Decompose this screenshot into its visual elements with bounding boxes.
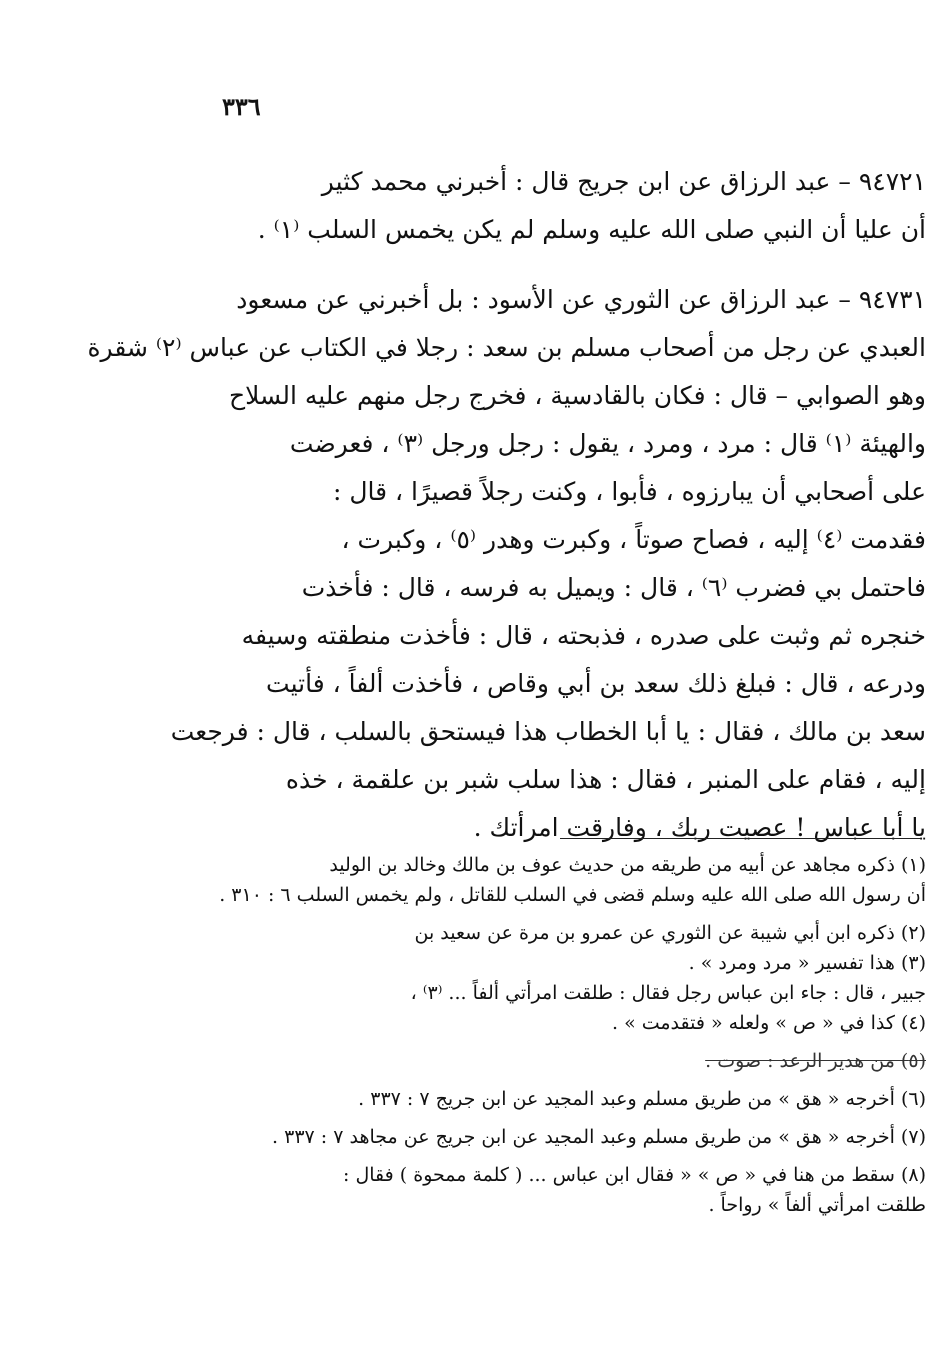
text-line: يا أبا عباس ! عصيت ربك ، وفارقت امرأتك . [473, 813, 926, 842]
footnote-1 [170, 850, 926, 910]
footnote-8 [170, 1160, 926, 1220]
text-line: إليه ، فقام على المنبر ، فقال : هذا سلب شبر بن علقمة ، خذه [285, 765, 926, 794]
text-line: أن عليا أن النبي صلى الله عليه وسلم لم يكن يخمس السلب ⁽١⁾ . [257, 215, 926, 244]
text-line: خنجره ثم وثبت على صدره ، فذبحته ، قال : فأخذت منطقته وسيفه [241, 621, 926, 650]
text-line: والهيئة ⁽١⁾ قال : مرد ، ومرد ، يقول : رجل ورجل ⁽٣⁾ ، فعرضت [289, 429, 926, 458]
footnote-line: (٣) هذا تفسير « مرد ومرد » . [688, 952, 926, 974]
text-line: العبدي عن رجل من أصحاب مسلم بن سعد : رجلا في الكتاب عن عباس ⁽٢⁾ شقرة [87, 333, 926, 362]
text-line: فقدمت ⁽٤⁾ إليه ، فصاح صوتاً ، وكبرت وهدر ⁽٥⁾ ، وكبرت ، [341, 525, 926, 554]
footnote-line: جبير ، قال : جاء ابن عباس رجل فقال : طلقت امرأتي ألفاً ... ⁽٣⁾ ، [410, 982, 926, 1004]
text-line: على أصحابي أن يبارزوه ، فأبوا ، وكنت رجلاً قصيرًا ، قال : [332, 477, 926, 506]
main-text [87, 158, 926, 874]
text-line: سعد بن مالك ، فقال : يا أبا الخطاب هذا فيستحق بالسلب ، قال : فرجعت [170, 717, 926, 746]
footnote-7 [170, 1122, 926, 1152]
footnote-separator [560, 838, 922, 839]
page-number: ٣٣٦ [222, 92, 261, 121]
footnote-5 [170, 1046, 926, 1076]
footnote-line: (٨) سقط من هنا في « ص » « فقال ابن عباس ... ( كلمة ممحوة ) فقال : [343, 1164, 926, 1186]
footnote-line: (٥) من هدير الرعد : صوت . [705, 1050, 926, 1072]
footnote-line: (٤) كذا في « ص » ولعله « فتقدمت » . [611, 1012, 926, 1034]
footnote-line: (١) ذكره مجاهد عن أبيه من طريقه من حديث عوف بن مالك وخالد بن الوليد [329, 854, 926, 876]
footnote-line: طلقت امرأتي ألفاً » رواحاً . [708, 1194, 926, 1216]
text-line: ٩٤٧٣١ – عبد الرزاق عن الثوري عن الأسود : بل أخبرني عن مسعود [236, 285, 926, 314]
hadith-9472 [196, 158, 926, 254]
footnote-line: (٦) أخرجه « هق » من طريق مسلم وعبد المجيد عن ابن جريج ٧ : ٣٣٧ . [358, 1088, 926, 1110]
footnotes [170, 850, 926, 1228]
text-line: ٩٤٧٢١ – عبد الرزاق عن ابن جريج قال : أخبرني محمد كثير [321, 167, 926, 196]
footnote-6 [170, 1084, 926, 1114]
footnote-line: (٢) ذكره ابن أبي شيبة عن الثوري عن عمرو بن مرة عن سعيد بن [414, 922, 926, 944]
footnote-line: (٧) أخرجه « هق » من طريق مسلم وعبد المجيد عن ابن جريج عن مجاهد ٧ : ٣٣٧ . [272, 1126, 926, 1148]
footnote-line: أن رسول الله صلى الله عليه وسلم قضى في السلب للقاتل ، ولم يخمس السلب ٦ : ٣١٠ . [219, 884, 926, 906]
footnote-2 [170, 918, 926, 1038]
hadith-9473 [87, 276, 926, 852]
text-line: وهو الصوابي – قال : فكان بالقادسية ، فخرج رجل منهم عليه السلاح [228, 381, 926, 410]
text-line: ودرعه ، قال : فبلغ ذلك سعد بن أبي وقاص ، فأخذت ألفاً ، فأتيت [266, 669, 926, 698]
text-line: فاحتمل بي فضرب ⁽٦⁾ ، قال : ويميل به فرسه ، قال : فأخذت [301, 573, 926, 602]
